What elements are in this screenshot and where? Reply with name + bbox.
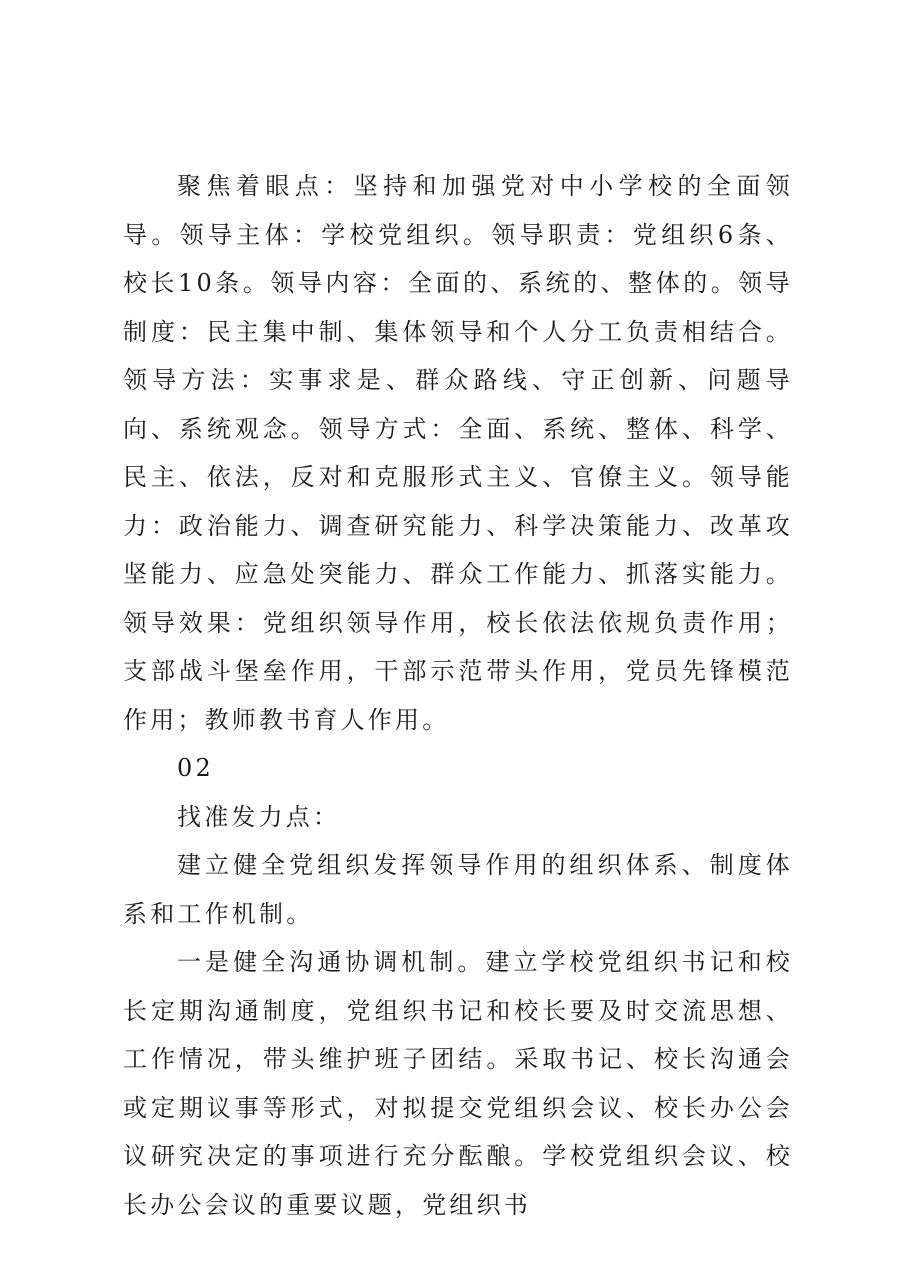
section-number: 02 [177, 754, 214, 782]
paragraph-communication-mechanism: 一是健全沟通协调机制。建立学校党组织书记和校长定期沟通制度，党组织书记和校长要及时交流思想、工作情况，带头维护班子团结。采取书记、校长沟通会或定期议事等形式，对拟提交党组织会议、校长办公会议研究决定的事项进行充分酝酿。学校党组织会议、校长办公会议的重要议题，党组织书 [123, 948, 793, 1219]
section-heading: 找准发力点： [177, 802, 341, 831]
document-body [123, 162, 793, 1229]
paragraph-focus-point: 聚焦着眼点：坚持和加强党对中小学校的全面领导。领导主体：学校党组织。领导职责：党组织6条、校长10条。领导内容：全面的、系统的、整体的。领导制度：民主集中制、集体领导和个人分工负责相结合。领导方法：实事求是、群众路线、守正创新、问题导向、系统观念。领导方式：全面、系统、整体、科学、民主、依法，反对和克服形式主义、官僚主义。领导能力：政治能力、调查研究能力、科学决策能力、改革攻坚能力、应急处突能力、群众工作能力、抓落实能力。领导效果：党组织领导作用，校长依法依规负责作用；支部战斗堡垒作用，干部示范带头作用，党员先锋模范作用；教师教书育人作用。 [123, 172, 793, 734]
paragraph-system-building: 建立健全党组织发挥领导作用的组织体系、制度体系和工作机制。 [123, 851, 793, 928]
